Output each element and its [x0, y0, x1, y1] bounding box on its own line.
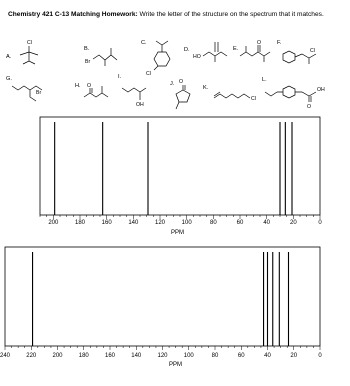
structure-g-atom: Br: [36, 90, 42, 96]
structure-h-label: H.: [75, 83, 81, 89]
structure-e-label: E.: [233, 46, 239, 52]
structure-d-atom: HO: [193, 54, 201, 60]
structure-l-atom-oh: OH: [317, 87, 325, 93]
structure-b-label: B.: [84, 46, 90, 52]
spectrum-2-xlabel: PPM: [169, 362, 183, 368]
spectrum-2-tick-label: 180: [78, 353, 89, 359]
spectrum-1-peaks: [55, 122, 292, 215]
structure-f: [277, 40, 316, 64]
spectrum-2-tick-label: 140: [131, 353, 142, 359]
structure-i-label: I.: [118, 74, 122, 80]
structure-g-label: G.: [6, 76, 12, 82]
structure-j: [170, 79, 190, 109]
structure-c: [141, 40, 170, 77]
spectrum-2-tick-label: 120: [157, 353, 168, 359]
spectrum-2-tick-label: 40: [264, 353, 271, 359]
structure-l-label: L.: [262, 77, 267, 83]
spectrum-2-tick-label: 60: [237, 353, 245, 359]
structure-j-atom: O: [179, 79, 184, 85]
structure-b: [84, 46, 117, 66]
structures-panel: [0, 0, 350, 118]
structure-k-label: K.: [203, 85, 209, 91]
structure-e: [233, 40, 270, 62]
structure-b-atom: Br: [85, 59, 91, 65]
structure-i: [118, 74, 146, 108]
spectrum-2-tick-label: 0: [318, 353, 322, 359]
structure-i-atom: OH: [136, 102, 144, 108]
structure-a-atom: Cl: [27, 40, 32, 46]
spectrum-2-tick-label: 100: [183, 353, 194, 359]
title-bold: Chemistry 421 C-13 Matching Homework:: [8, 11, 138, 18]
structure-d: [184, 42, 227, 62]
spectrum-2-axis: [0, 346, 322, 359]
spectrum-1-tick-label: 20: [289, 220, 297, 226]
structure-g: [6, 76, 42, 101]
spectrum-1: [0, 116, 350, 242]
spectrum-2-tick-label: 220: [26, 353, 37, 359]
spectrum-1-tick-label: 60: [236, 220, 244, 226]
structure-h: [75, 83, 108, 97]
spectrum-2: [0, 246, 350, 386]
spectrum-1-tick-label: 160: [101, 220, 112, 226]
spectrum-1-tick-label: 40: [263, 220, 271, 226]
spectrum-1-tick-label: 180: [74, 220, 86, 226]
structure-a-label: A.: [6, 54, 12, 60]
structure-l: [262, 77, 325, 110]
structure-f-label: F.: [277, 40, 282, 46]
spectrum-2-tick-label: 160: [104, 353, 116, 359]
spectrum-1-tick-label: 100: [181, 220, 192, 226]
structure-k-atom: Cl: [251, 96, 256, 102]
structure-f-atom: Cl: [310, 48, 315, 54]
structure-c-atom: Cl: [146, 71, 151, 77]
spectrum-1-tick-label: 120: [154, 220, 166, 226]
spectrum-2-tick-label: 80: [211, 353, 219, 359]
spectrum-2-peaks: [33, 252, 289, 346]
spectrum-2-tick-label: 20: [290, 353, 298, 359]
spectrum-1-tick-label: 0: [318, 220, 322, 226]
spectrum-1-tick-label: 80: [209, 220, 217, 226]
spectrum-1-axis: [40, 215, 322, 226]
structure-k: [203, 85, 256, 102]
spectrum-2-tick-label: 200: [52, 353, 63, 359]
structure-j-label: J.: [170, 81, 175, 87]
spectrum-1-tick-label: 200: [48, 220, 59, 226]
structure-e-atom: O: [257, 40, 262, 46]
spectrum-2-tick-label: 240: [0, 353, 11, 359]
structure-a: [6, 40, 38, 64]
spectrum-1-xlabel: PPM: [171, 230, 185, 236]
structure-c-label: C.: [141, 40, 147, 46]
structure-d-label: D.: [184, 47, 190, 53]
structure-l-atom-o: O: [307, 104, 312, 110]
structure-h-atom: O: [87, 83, 92, 89]
spectrum-1-frame: [40, 117, 320, 215]
title-instructions: Write the letter of the structure on the spectrum that it matches.: [137, 11, 324, 18]
spectrum-1-tick-label: 140: [128, 220, 139, 226]
